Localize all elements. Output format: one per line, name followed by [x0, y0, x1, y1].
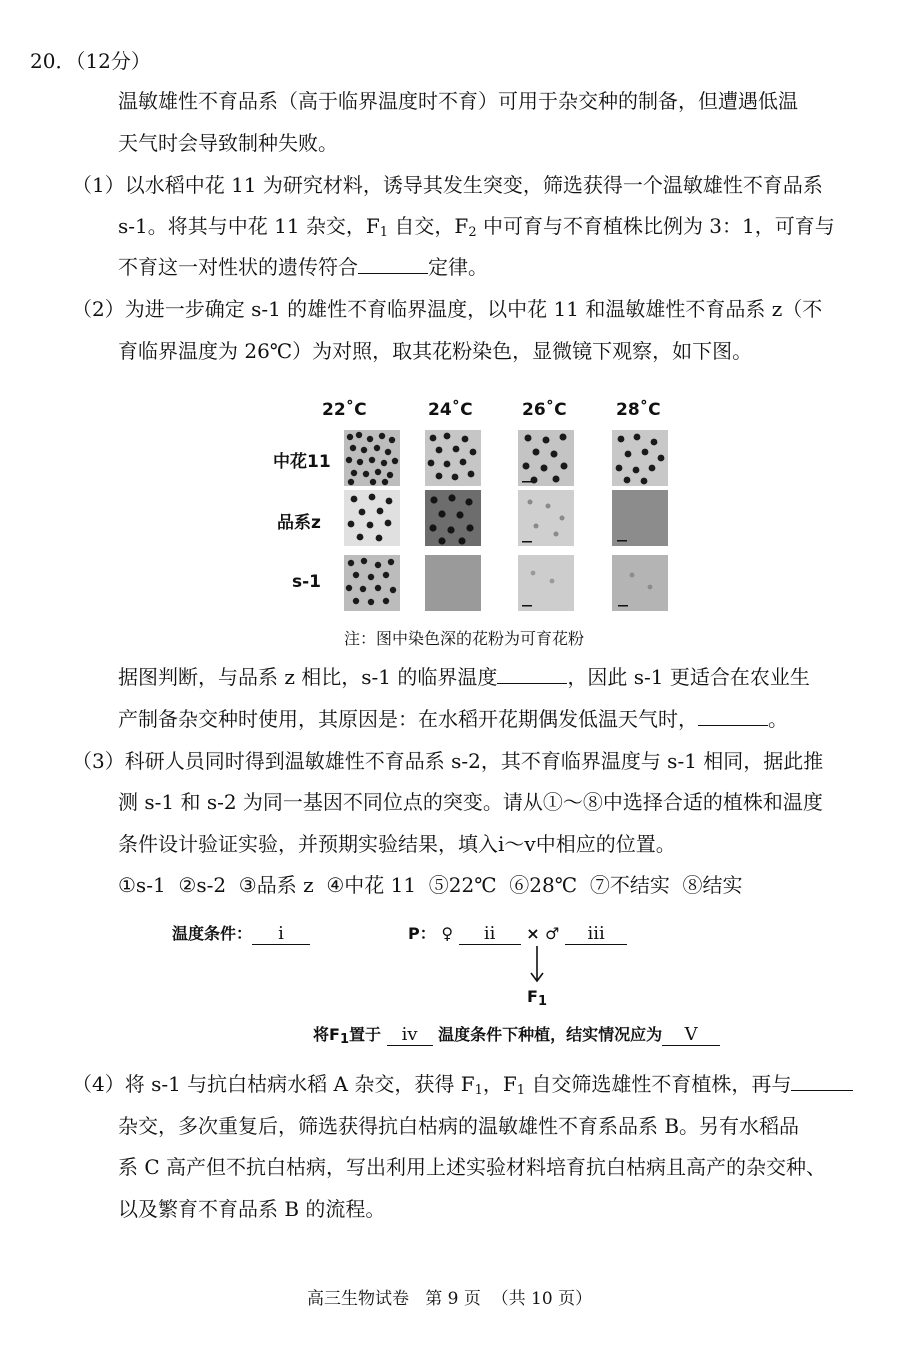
question-header [30, 46, 151, 76]
part2-line-4: 产制备杂交种时使用，其原因是：在水稻开花期偶发低温天气时， 。 [118, 707, 788, 731]
row-s1: s-1 [292, 572, 322, 592]
parent-cross: P： ♀ ii × ♂ iii [408, 921, 627, 945]
part4-line-2: 杂交，多次重复后，筛选获得抗白枯病的温敏雄性不育系品系 B。另有水稻品 [118, 1114, 800, 1138]
part3-line-1: （3）科研人员同时得到温敏雄性不育品系 s-2，其不育临界温度与 s-1 相同，据此推 [72, 749, 824, 773]
blank-ii[interactable]: ii [459, 923, 521, 945]
part2-line-1: （2）为进一步确定 s-1 的雄性不育临界温度，以中花 11 和温敏雄性不育品系 z（不 [72, 297, 823, 321]
part1-line-3: 不育这一对性状的遗传符合 定律。 [118, 255, 488, 279]
micrograph-z-28c [612, 490, 668, 546]
figure-note: 注：图中染色深的花粉为可育花粉 [344, 629, 585, 648]
answer-blank-2[interactable] [497, 663, 567, 684]
micrograph-s1-22c [344, 555, 400, 611]
micrograph-z-26c [518, 490, 574, 546]
answer-blank-1[interactable] [358, 253, 428, 274]
part3-line-2: 测 s-1 和 s-2 为同一基因不同位点的突变。请从①～⑧中选择合适的植株和温度 [118, 790, 823, 814]
intro-line-1: 温敏雄性不育品系（高于临界温度时不育）可用于杂交种的制备，但遭遇低温 [118, 89, 798, 113]
part4-line-1: （4）将 s-1 与抗白枯病水稻 A 杂交，获得 $F_1$，$F_1$ 自交筛选雄性不育植株，再与 [72, 1069, 853, 1106]
part4-line-3: 系 C 高产但不抗白枯病，写出利用上述实验材料培育抗白枯病且高产的杂交种、 [118, 1155, 827, 1179]
blank-v[interactable]: V [662, 1024, 720, 1046]
col-26c: 26˚C [522, 400, 567, 420]
row-zhonghua11: 中花11 [273, 452, 331, 472]
micrograph-zh11-28c [612, 430, 668, 486]
male-symbol: ♂ [545, 924, 560, 943]
part3-line-3: 条件设计验证实验，并预期实验结果，填入i～v中相应的位置。 [118, 832, 676, 856]
blank-iii[interactable]: iii [565, 923, 627, 945]
micrograph-s1-28c [612, 555, 668, 611]
down-arrow-icon [529, 946, 545, 984]
question-number: 20． [30, 49, 76, 73]
micrograph-s1-24c [425, 555, 481, 611]
col-22c: 22˚C [322, 400, 367, 420]
micrograph-zh11-22c [344, 430, 400, 486]
micrograph-z-24c [425, 490, 481, 546]
part1-line-1: （1）以水稻中花 11 为研究材料，诱导其发生突变，筛选获得一个温敏雄性不育品系 [72, 173, 823, 197]
answer-blank-3[interactable] [698, 705, 768, 726]
part3-options: ①s-1 ②s-2 ③品系 z ④中花 11 ⑤22℃ ⑥28℃ ⑦不结实 ⑧结实 [118, 873, 743, 897]
part4-line-4: 以及繁育不育品系 B 的流程。 [118, 1197, 386, 1221]
question-points: （12分） [75, 49, 151, 73]
col-28c: 28˚C [616, 400, 661, 420]
cross-symbol: × [526, 924, 540, 943]
blank-iv[interactable]: iv [387, 1024, 433, 1046]
micrograph-s1-26c [518, 555, 574, 611]
col-24c: 24˚C [428, 400, 473, 420]
intro-line-2: 天气时会导致制种失败。 [118, 131, 338, 155]
micrograph-zh11-26c [518, 430, 574, 486]
answer-blank-4[interactable] [791, 1070, 853, 1091]
part1-line-2: s-1。将其与中花 11 杂交，$F_1$ 自交，$F_2$ 中可育与不育植株比例为 3：1，可育与 [118, 214, 835, 240]
micrograph-z-22c [344, 490, 400, 546]
part2-line-2: 育临界温度为 26℃）为对照，取其花粉染色，显微镜下观察，如下图。 [118, 339, 753, 363]
part2-line-3: 据图判断，与品系 z 相比，s-1 的临界温度 ，因此 s-1 更适合在农业生 [118, 665, 810, 689]
row-line-z: 品系z [277, 513, 321, 533]
temp-condition: 温度条件： i [172, 921, 310, 945]
planting-condition: 将$F_1$置于 iv 温度条件下种植，结实情况应为 V [313, 1022, 720, 1047]
blank-i[interactable]: i [252, 923, 310, 945]
female-symbol: ♀ [441, 924, 454, 943]
micrograph-zh11-24c [425, 430, 481, 486]
page-footer: 高三生物试卷 第 9 页 （共 10 页） [307, 1289, 593, 1309]
f1-label: $F_1$ [527, 987, 547, 1009]
